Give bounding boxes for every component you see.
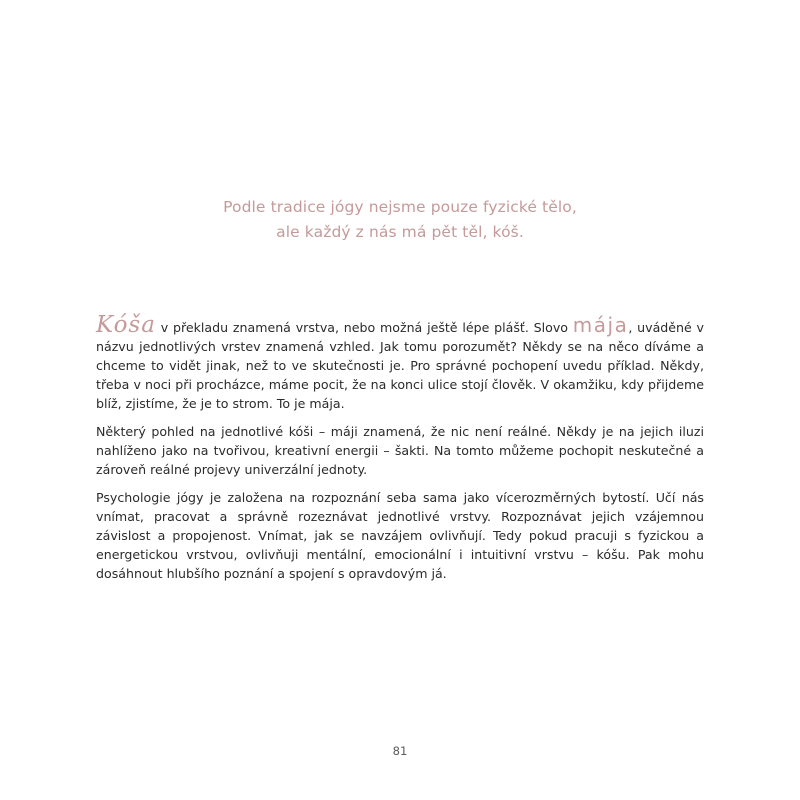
body-text [96,312,704,592]
paragraph-2: Některý pohled na jednotlivé kóši – máji znamená, že nic není reálné. Někdy je na jejich iluzi nahlíženo jako na tvořivou, kreativní energii – šakti. Na tomto můžeme pochopit neskutečné a zároveň reálné projevy univerzální jednoty. [96,424,704,477]
paragraph-3: Psychologie jógy je založena na rozpoznání seba sama jako vícerozměrných bytostí. Učí nás vnímat, pracovat a správně rozeznávat jednotlivé vrstvy. Rozpoznávat jejich vzájemnou závislost a propojenost. Vnímat, jak se navzájem ovlivňují. Tedy pokud pracuji s fyzickou a energetickou vrstvou, ovlivňuji mentální, emocionální i intuitivní vrstvu – kóšu. Pak mohu dosáhnout hlubšího poznání a spojení s opravdovým já. [96,490,704,581]
page-number: 81 [392,744,408,758]
lead-word-kosa: Kóša [96,312,156,338]
epigraph [0,195,800,245]
epigraph-line-2: ale každý z nás má pět těl, kóš. [276,223,524,241]
paragraph-1-text-after: , uváděné v názvu jednotlivých vrstev znamená vzhled. Jak tomu porozumět? Někdy se na něco díváme a chceme to vidět jinak, než to ve skutečnosti je. Pro správné pochopení uvedu příklad. Někdy, třeba v noci při procházce, máme pocit, že na konci ulice stojí člověk. V okamžiku, kdy přijdeme blíž, zjistíme, že je to strom. To je mája. [96,320,704,411]
epigraph-line-1: Podle tradice jógy nejsme pouze fyzické tělo, [223,198,577,216]
highlight-word-maja: mája [572,313,629,337]
paragraph-1 [96,312,704,413]
paragraph-1-text-before: v překladu znamená vrstva, nebo možná ještě lépe plášť. Slovo [155,320,573,335]
